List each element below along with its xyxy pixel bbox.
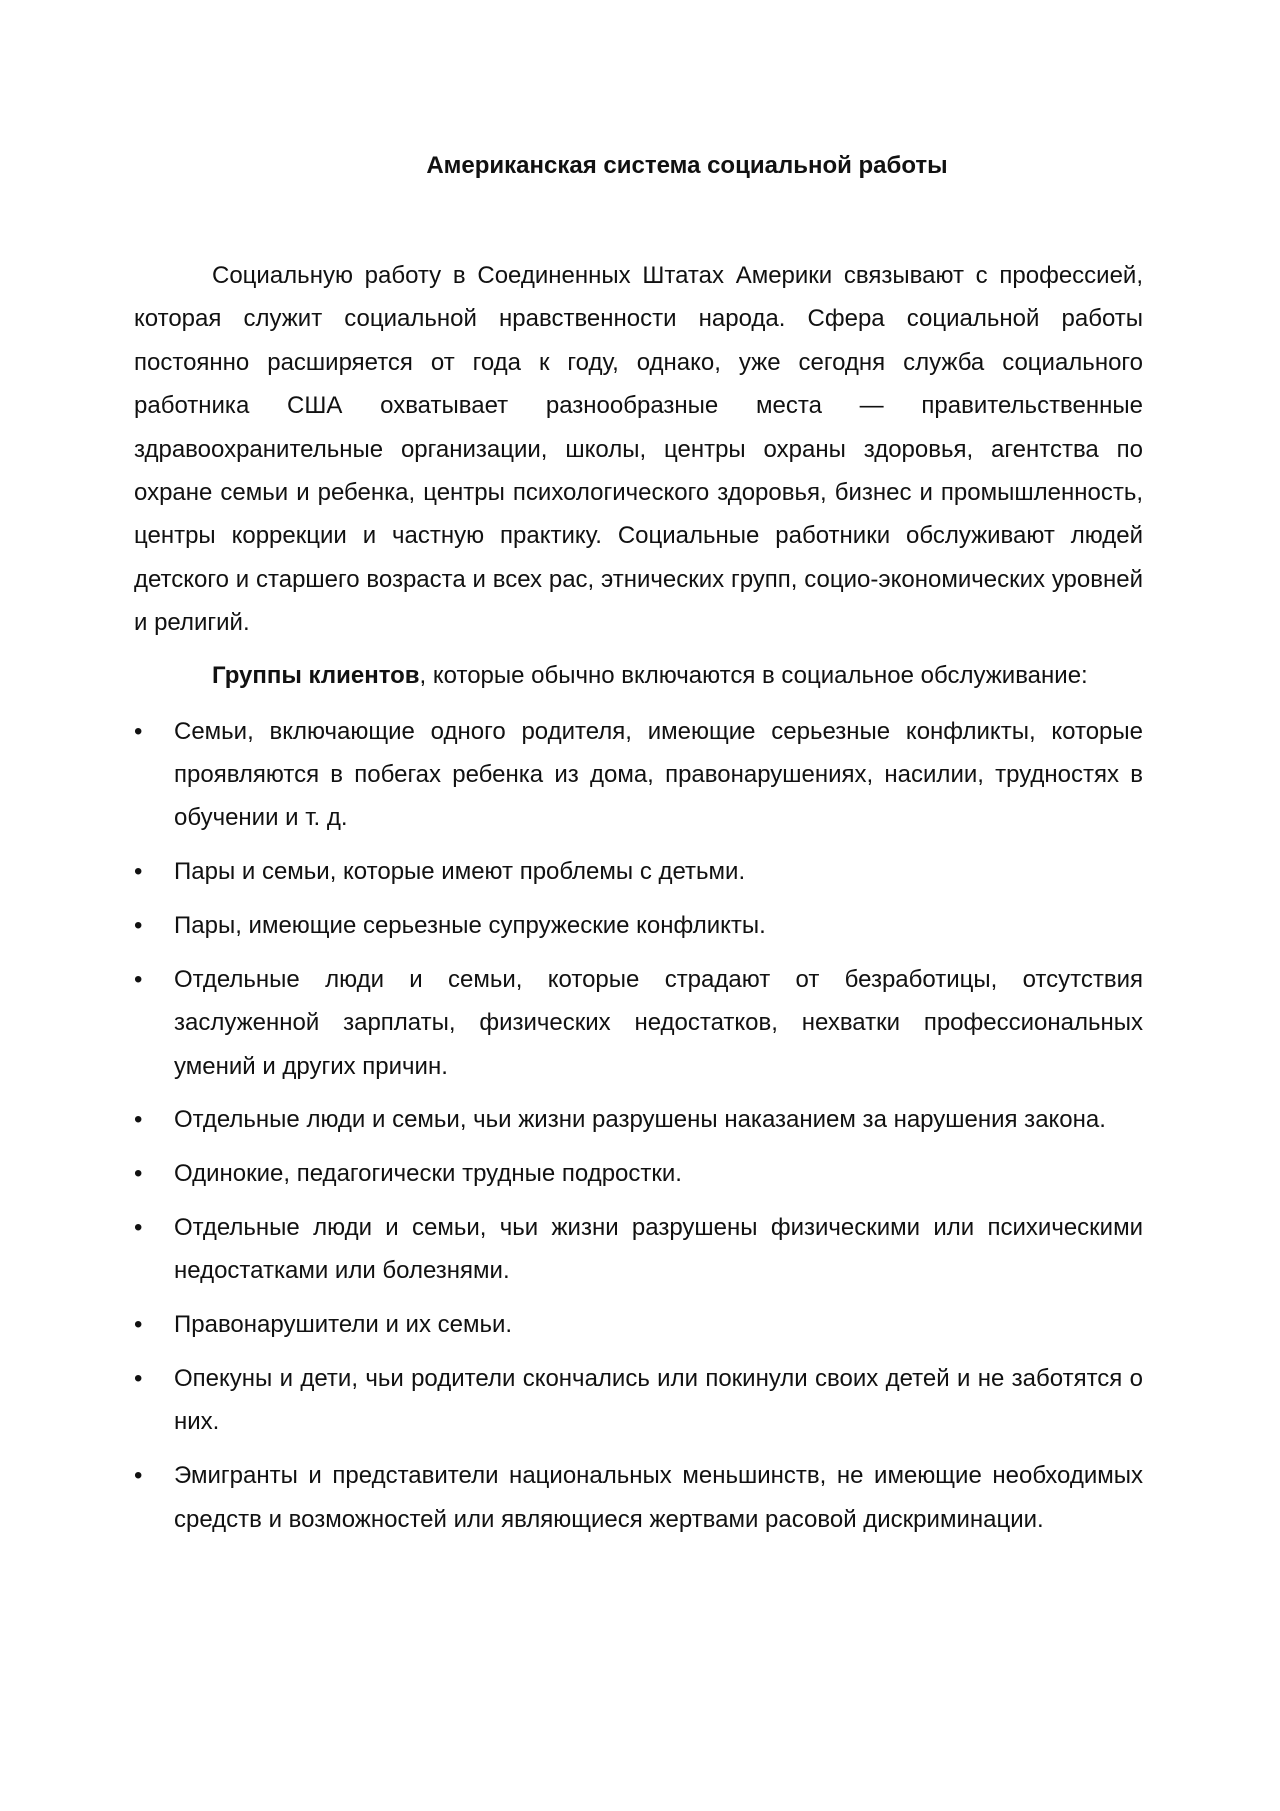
list-item-text: Одинокие, педагогически трудные подростки. [174, 1160, 682, 1188]
list-item-text: Отдельные люди и семьи, которые страдают от безработицы, отсутствия заслуженной зарплаты, физических недостатков, нехватки профессиональных умений и других причин. [174, 965, 1143, 1080]
bullet-icon: • [134, 912, 143, 940]
bullet-icon: • [134, 1365, 143, 1393]
bullet-icon: • [134, 1160, 143, 1188]
list-item-text: Отдельные люди и семьи, чьи жизни разрушены физическими или психическими недостатками или болезнями. [174, 1214, 1143, 1285]
list-item-text: Семьи, включающие одного родителя, имеющие серьезные конфликты, которые проявляются в побегах ребенка из дома, правонарушениях, насилии, трудностях в обучении и т. д. [174, 717, 1143, 832]
intro-paragraph: Социальную работу в Соединенных Штатах Америки связывают с профессией, которая служит социальной нравственности народа. Сфера социальной работы постоянно расширяется от года к году, однако, уже сегодня служба социального работника США охватывает разнообразные места — правительственные здравоохранительные организации, школы, центры охраны здоровья, агентства по охране семьи и ребенка, центры психологического здоровья, бизнес и промышленность, центры коррекции и частную практику. Социальные работники обслуживают людей детского и старшего возраста и всех рас, этнических групп, социо-экономических уровней и религий. [134, 262, 1143, 637]
list-item [134, 1454, 1143, 1541]
bullet-icon: • [134, 1106, 143, 1134]
list-item-text: Пары и семьи, которые имеют проблемы с детьми. [174, 858, 746, 886]
bullet-icon: • [134, 858, 143, 886]
bullet-icon: • [134, 1311, 143, 1339]
client-groups-heading [134, 655, 1143, 696]
document-body [134, 254, 1143, 1551]
list-item-text: Эмигранты и представители национальных меньшинств, не имеющие необходимых средств и возможностей или являющиеся жертвами расовой дискриминации. [174, 1462, 1143, 1533]
list-item-text: Правонарушители и их семьи. [174, 1311, 513, 1339]
bullet-icon: • [134, 965, 143, 993]
bullet-icon: • [134, 1462, 143, 1490]
list-item [134, 1098, 1143, 1141]
list-item [134, 958, 1143, 1088]
list-item [134, 904, 1143, 947]
bullet-icon: • [134, 717, 143, 745]
list-item [134, 1303, 1143, 1346]
list-item [134, 1152, 1143, 1195]
document-title: Американская система социальной работы [426, 152, 948, 179]
list-item [134, 1357, 1143, 1444]
client-groups-list [134, 710, 1143, 1541]
list-item [134, 710, 1143, 840]
list-item-text: Опекуны и дети, чьи родители скончались или покинули своих детей и не заботятся о них. [174, 1365, 1143, 1436]
list-item [134, 1206, 1143, 1293]
list-item [134, 850, 1143, 893]
client-groups-heading-rest: , которые обычно включаются в социальное обслуживание: [419, 661, 1088, 689]
client-groups-bold-term: Группы клиентов [212, 661, 420, 689]
list-item-text: Отдельные люди и семьи, чьи жизни разрушены наказанием за нарушения закона. [174, 1106, 1106, 1134]
list-item-text: Пары, имеющие серьезные супружеские конфликты. [174, 912, 766, 940]
bullet-icon: • [134, 1214, 143, 1242]
